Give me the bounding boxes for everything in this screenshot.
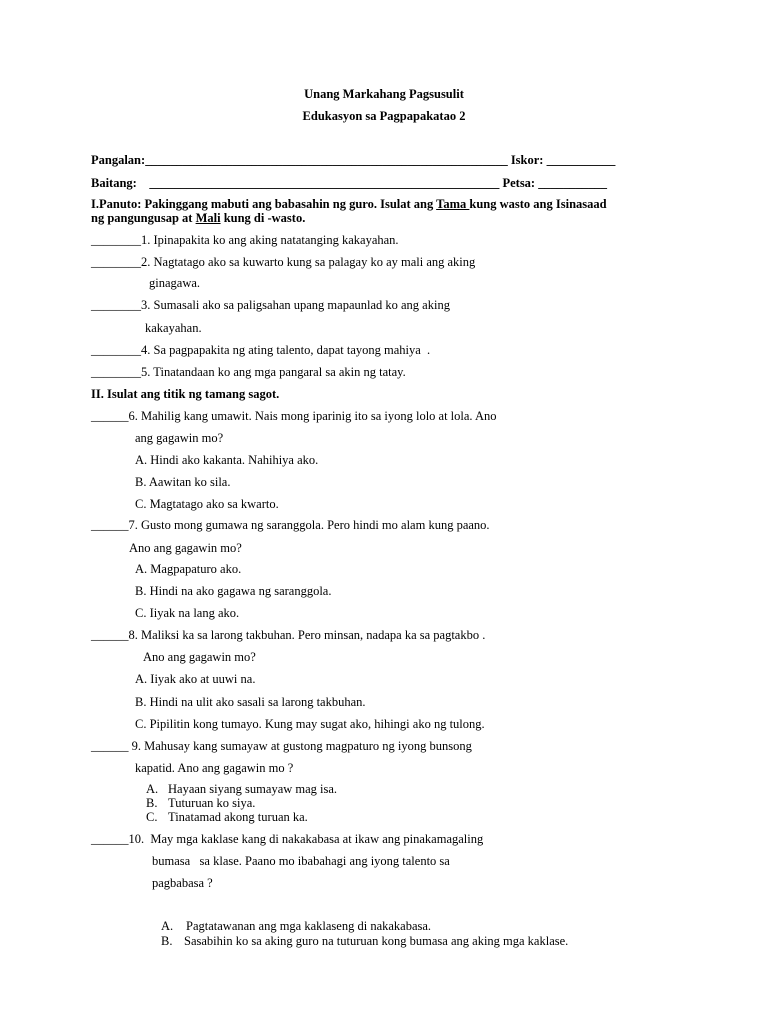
q7-choice-a: A. Magpapaturo ako.: [135, 562, 242, 576]
q9-choice-b-letter: B.: [146, 796, 158, 810]
q9-choice-c: Tinatamad akong turuan ka.: [168, 810, 308, 824]
part1-instruction-line2: [91, 211, 305, 226]
q10-choice-a: Pagtatawanan ang mga kaklaseng di nakakabasa.: [186, 919, 432, 933]
q9-choice-a-letter: A.: [146, 782, 159, 796]
score-blank[interactable]: ___________: [546, 153, 616, 167]
question-9-cont: kapatid. Ano ang gagawin mo ?: [135, 761, 294, 775]
question-7: ______7. Gusto mong gumawa ng saranggola. Pero hindi mo alam kung paano.: [91, 518, 490, 532]
grade-label: Baitang:: [91, 176, 137, 190]
q9-choice-b: Tuturuan ko siya.: [168, 796, 256, 810]
name-blank[interactable]: __________________________________________________________: [145, 153, 508, 167]
question-8-cont: Ano ang gagawin mo?: [143, 650, 256, 664]
tama-keyword: Tama: [436, 197, 470, 211]
question-3: ________3. Sumasali ako sa paligsahan upang mapaunlad ko ang aking: [91, 298, 450, 312]
question-1: ________1. Ipinapakita ko ang aking natatanging kakayahan.: [91, 233, 399, 247]
mali-keyword: Mali: [195, 211, 221, 225]
instruction-text: kung di -wasto.: [220, 211, 306, 225]
q6-choice-c: C. Magtatago ako sa kwarto.: [135, 497, 279, 511]
question-3-cont: kakayahan.: [145, 321, 202, 335]
score-label: Iskor:: [510, 153, 544, 167]
q10-choice-a-letter: A.: [161, 919, 174, 933]
q8-choice-a: A. Iiyak ako at uuwi na.: [135, 672, 256, 686]
question-7-cont: Ano ang gagawin mo?: [129, 541, 242, 555]
question-10: ______10. May mga kaklase kang di nakakabasa at ikaw ang pinakamagaling: [91, 832, 484, 846]
q7-choice-b: B. Hindi na ako gagawa ng saranggola.: [135, 584, 332, 598]
question-10-cont2: pagbabasa ?: [152, 876, 213, 890]
q7-choice-c: C. Iiyak na lang ako.: [135, 606, 240, 620]
question-10-cont: bumasa sa klase. Paano mo ibabahagi ang iyong talento sa: [152, 854, 450, 868]
part1-instruction-line1: [91, 197, 607, 212]
question-9: ______ 9. Mahusay kang sumayaw at gustong magpaturo ng iyong bunsong: [91, 739, 472, 753]
instruction-text: I.Panuto: Pakinggang mabuti ang babasahin ng guro. Isulat ang: [91, 197, 437, 211]
instruction-text: ng pangungusap at: [91, 211, 196, 225]
question-8: ______8. Maliksi ka sa larong takbuhan. Pero minsan, nadapa ka sa pagtakbo .: [91, 628, 486, 642]
question-6-cont: ang gagawin mo?: [135, 431, 224, 445]
q9-choice-c-letter: C.: [146, 810, 158, 824]
q10-choice-b-letter: B.: [161, 934, 173, 948]
question-6: ______6. Mahilig kang umawit. Nais mong iparinig ito sa iyong lolo at lola. Ano: [91, 409, 497, 423]
q8-choice-b: B. Hindi na ulit ako sasali sa larong takbuhan.: [135, 695, 366, 709]
question-4: ________4. Sa pagpapakita ng ating talento, dapat tayong mahiya .: [91, 343, 431, 357]
question-2: ________2. Nagtatago ako sa kuwarto kung sa palagay ko ay mali ang aking: [91, 255, 476, 269]
q9-choice-a: Hayaan siyang sumayaw mag isa.: [168, 782, 338, 796]
exam-subtitle: Edukasyon sa Pagpapakatao 2: [302, 109, 466, 123]
q6-choice-a: A. Hindi ako kakanta. Nahihiya ako.: [135, 453, 319, 467]
instruction-text: kung wasto ang Isinasaad: [469, 197, 607, 211]
date-label: Petsa:: [502, 176, 536, 190]
part2-instruction: II. Isulat ang titik ng tamang sagot.: [91, 387, 280, 401]
name-label: Pangalan:: [91, 153, 146, 167]
grade-blank[interactable]: ________________________________________________________: [149, 176, 500, 190]
grade-row: [91, 176, 607, 191]
date-blank[interactable]: ___________: [538, 176, 607, 190]
question-2-cont: ginagawa.: [149, 276, 201, 290]
q10-choice-b: Sasabihin ko sa aking guro na tuturuan kong bumasa ang aking mga kaklase.: [184, 934, 569, 948]
q8-choice-c: C. Pipilitin kong tumayo. Kung may sugat ako, hihingi ako ng tulong.: [135, 717, 485, 731]
name-row: [91, 153, 615, 168]
exam-title: Unang Markahang Pagsusulit: [304, 87, 464, 101]
question-5: ________5. Tinatandaan ko ang mga pangaral sa akin ng tatay.: [91, 365, 406, 379]
q6-choice-b: B. Aawitan ko sila.: [135, 475, 231, 489]
